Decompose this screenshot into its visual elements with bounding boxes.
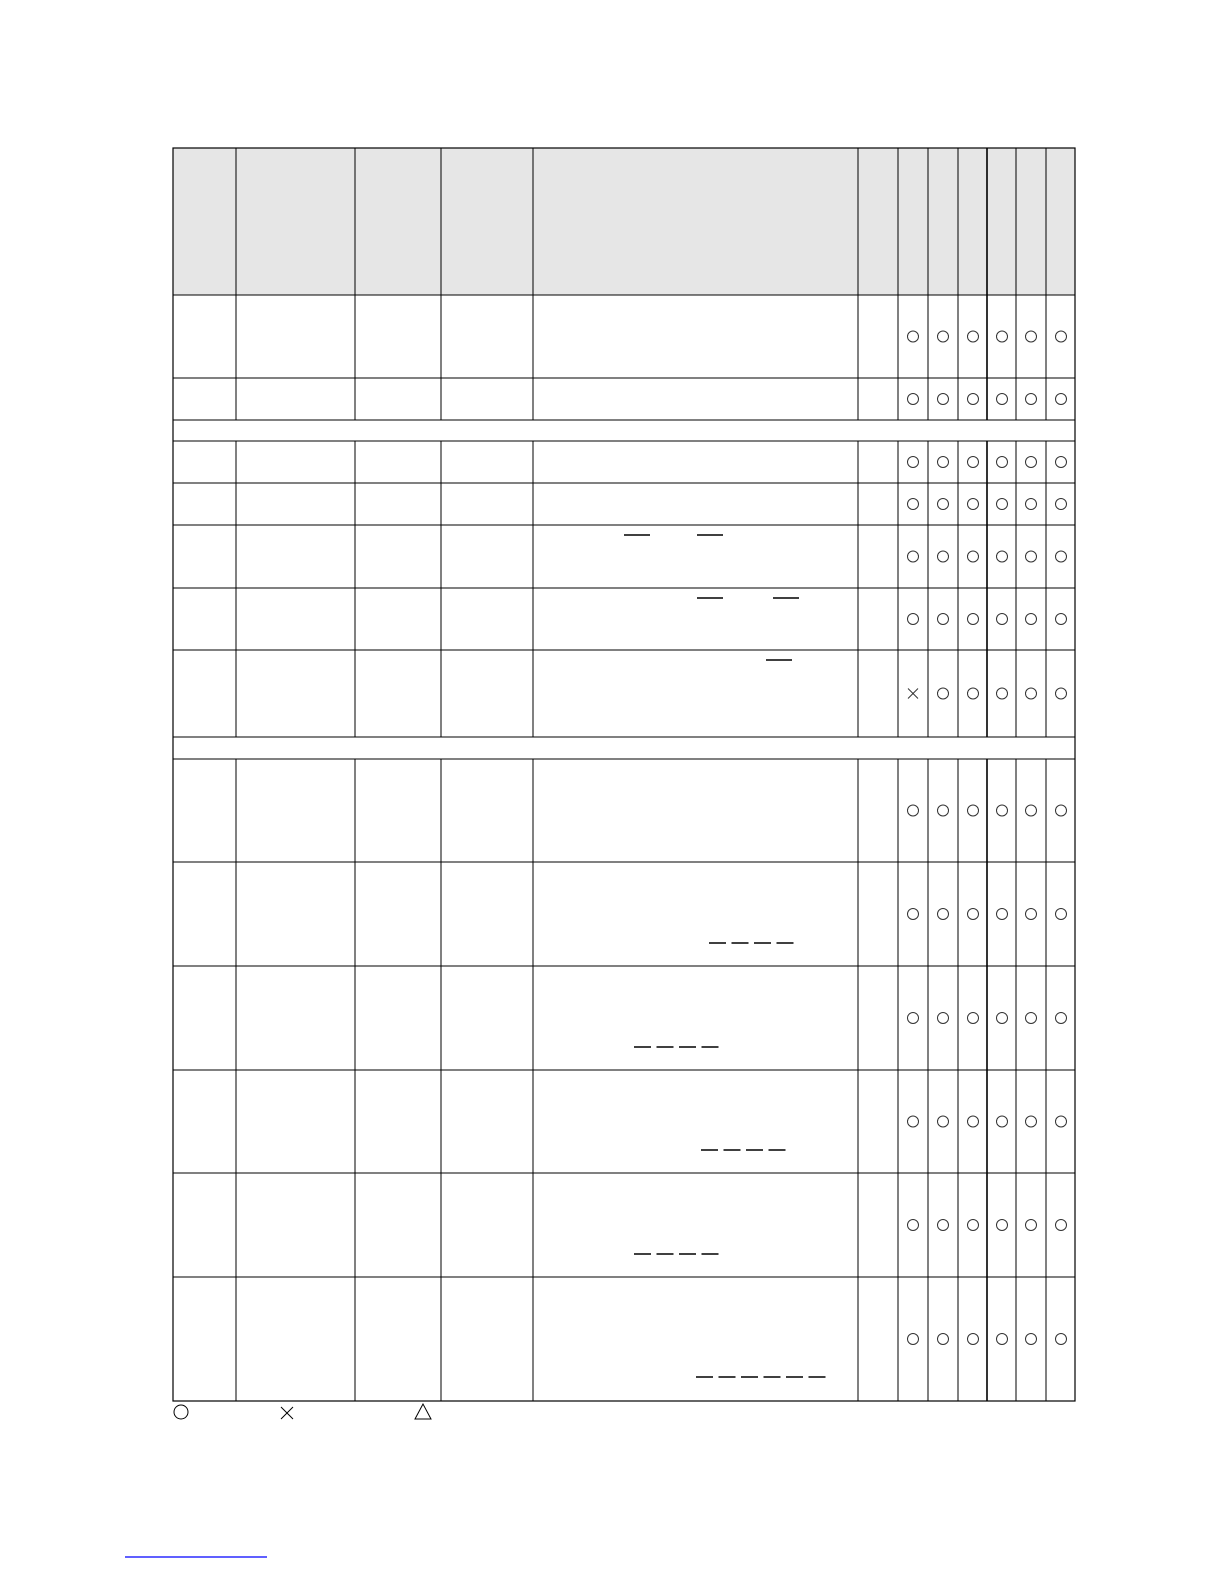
support-circle-icon (1026, 499, 1037, 510)
support-circle-icon (997, 1220, 1008, 1231)
support-circle-icon (938, 1013, 949, 1024)
support-circle-icon (968, 688, 979, 699)
support-circle-icon (1056, 457, 1067, 468)
support-circle-icon (968, 805, 979, 816)
support-circle-icon (938, 688, 949, 699)
support-circle-icon (1056, 909, 1067, 920)
support-circle-icon (1056, 331, 1067, 342)
support-circle-icon (938, 805, 949, 816)
support-circle-icon (968, 499, 979, 510)
support-circle-icon (997, 394, 1008, 405)
support-circle-icon (908, 805, 919, 816)
support-circle-icon (1026, 909, 1037, 920)
support-circle-icon (938, 614, 949, 625)
support-circle-icon (908, 331, 919, 342)
support-circle-icon (938, 551, 949, 562)
support-circle-icon (968, 1013, 979, 1024)
support-circle-icon (1026, 1334, 1037, 1345)
triangle-icon (415, 1404, 431, 1419)
support-circle-icon (968, 614, 979, 625)
support-circle-icon (938, 1220, 949, 1231)
support-circle-icon (997, 331, 1008, 342)
support-circle-icon (908, 1116, 919, 1127)
support-circle-icon (1026, 1013, 1037, 1024)
support-circle-icon (997, 551, 1008, 562)
support-circle-icon (938, 1116, 949, 1127)
support-circle-icon (908, 394, 919, 405)
support-circle-icon (997, 688, 1008, 699)
support-circle-icon (1026, 331, 1037, 342)
support-circle-icon (908, 551, 919, 562)
support-table (173, 148, 1075, 1401)
support-circle-icon (1056, 394, 1067, 405)
support-circle-icon (1026, 551, 1037, 562)
support-circle-icon (1026, 394, 1037, 405)
support-circle-icon (938, 909, 949, 920)
table-border (173, 148, 1075, 1401)
support-circle-icon (938, 457, 949, 468)
support-circle-icon (1056, 688, 1067, 699)
legend (174, 1404, 431, 1419)
support-circle-icon (968, 1334, 979, 1345)
support-circle-icon (968, 331, 979, 342)
support-circle-icon (938, 499, 949, 510)
support-circle-icon (968, 457, 979, 468)
support-circle-icon (968, 551, 979, 562)
support-circle-icon (1026, 688, 1037, 699)
support-circle-icon (1056, 805, 1067, 816)
support-circle-icon (997, 1013, 1008, 1024)
unsupported-cross-icon (908, 689, 918, 699)
support-circle-icon (908, 909, 919, 920)
support-circle-icon (1026, 457, 1037, 468)
support-circle-icon (997, 499, 1008, 510)
support-circle-icon (968, 1220, 979, 1231)
support-circle-icon (997, 614, 1008, 625)
support-circle-icon (997, 1116, 1008, 1127)
support-circle-icon (1056, 551, 1067, 562)
support-circle-icon (997, 457, 1008, 468)
support-circle-icon (968, 909, 979, 920)
support-circle-icon (1056, 1116, 1067, 1127)
support-circle-icon (968, 1116, 979, 1127)
support-circle-icon (908, 614, 919, 625)
circle-icon (174, 1405, 188, 1419)
support-circle-icon (968, 394, 979, 405)
support-marks (624, 331, 1067, 1377)
support-circle-icon (908, 499, 919, 510)
support-circle-icon (938, 331, 949, 342)
support-circle-icon (908, 1334, 919, 1345)
support-circle-icon (938, 1334, 949, 1345)
support-circle-icon (1026, 1220, 1037, 1231)
support-circle-icon (1026, 614, 1037, 625)
support-circle-icon (1026, 805, 1037, 816)
support-circle-icon (1056, 1334, 1067, 1345)
support-circle-icon (997, 1334, 1008, 1345)
support-circle-icon (938, 394, 949, 405)
support-circle-icon (908, 1013, 919, 1024)
support-circle-icon (1056, 1013, 1067, 1024)
table-header (173, 148, 1075, 295)
support-circle-icon (1056, 1220, 1067, 1231)
support-circle-icon (997, 805, 1008, 816)
support-circle-icon (908, 457, 919, 468)
support-circle-icon (1056, 614, 1067, 625)
support-circle-icon (1026, 1116, 1037, 1127)
support-circle-icon (997, 909, 1008, 920)
support-circle-icon (908, 1220, 919, 1231)
support-circle-icon (1056, 499, 1067, 510)
cross-icon (281, 1407, 293, 1419)
